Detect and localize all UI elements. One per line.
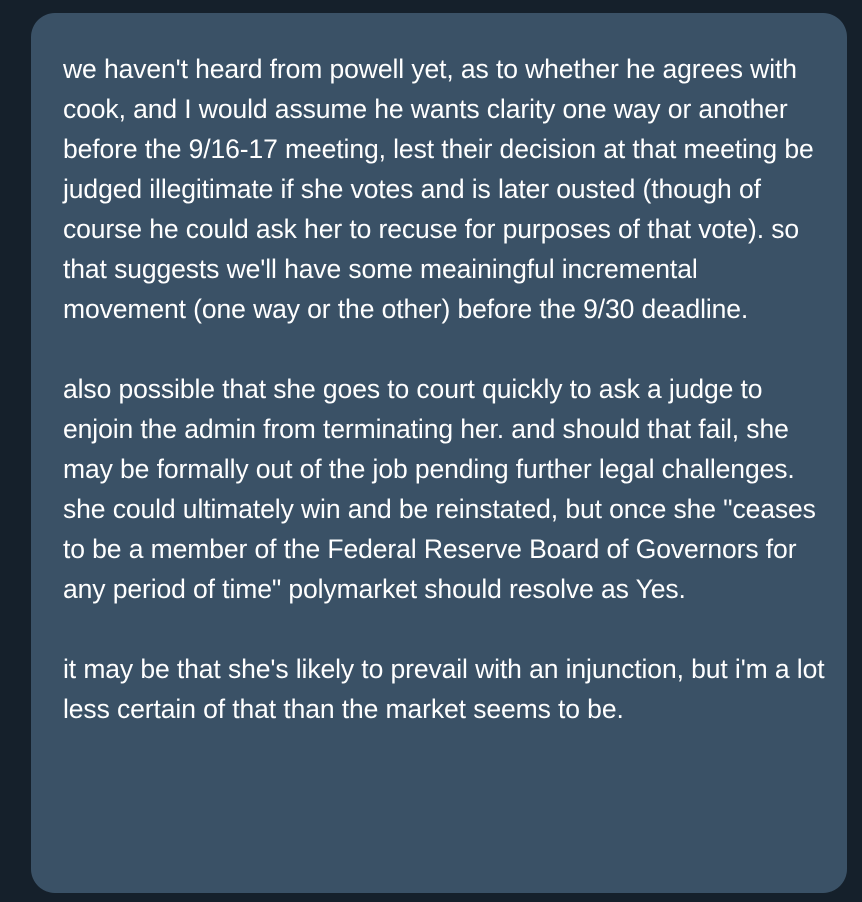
message-paragraph-3: it may be that she's likely to prevail with an injunction, but i'm a lot less certain of that than the market seems to be.: [63, 654, 825, 724]
message-bubble: [31, 13, 847, 893]
message-paragraph-2: also possible that she goes to court quickly to ask a judge to enjoin the admin from terminating her. and should that fail, she may be formally out of the job pending further legal challenges. she could ultimately win and be reinstated, but once she "ceases to be a member of the Federal Reserve Board of Governors for any period of time" polymarket should resolve as Yes.: [63, 374, 816, 604]
message-paragraph-1: we haven't heard from powell yet, as to whether he agrees with cook, and I would assume he wants clarity one way or another before the 9/16-17 meeting, lest their decision at that meeting be judged illegitimate if she votes and is later ousted (though of course he could ask her to recuse for purposes of that vote). so that suggests we'll have some meainingful incremental movement (one way or the other) before the 9/30 deadline.: [63, 54, 814, 324]
